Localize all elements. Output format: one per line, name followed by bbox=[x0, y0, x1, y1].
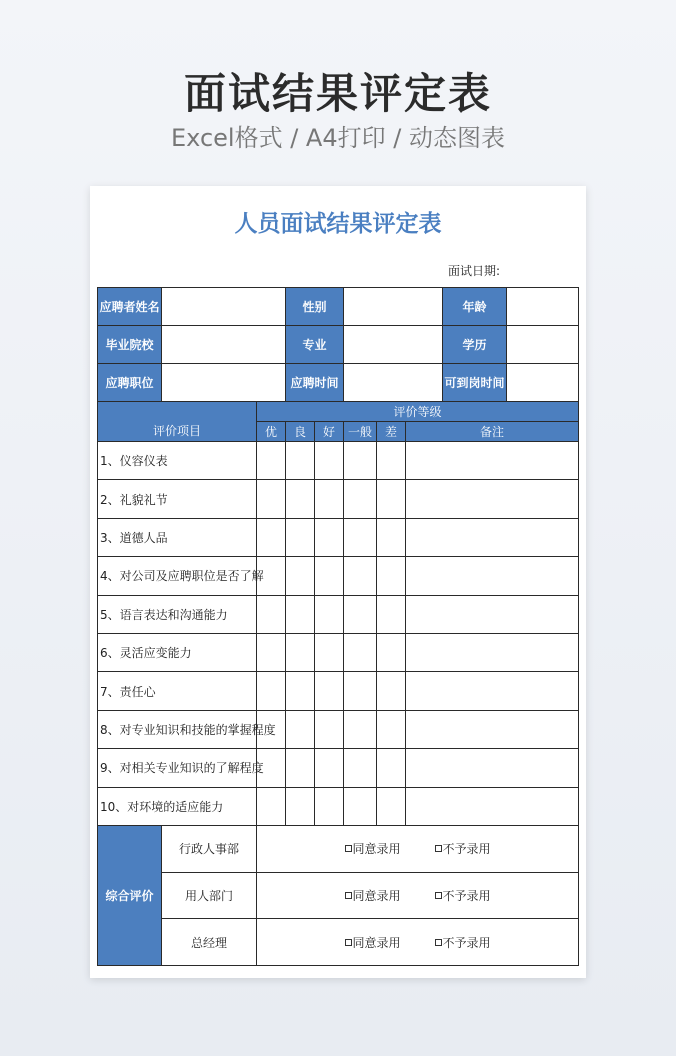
reject-label: 不予录用 bbox=[442, 888, 491, 903]
grade-cell[interactable] bbox=[315, 442, 344, 480]
checkbox-icon bbox=[345, 845, 352, 852]
grade-cell[interactable] bbox=[315, 518, 344, 556]
checkbox-icon bbox=[435, 939, 442, 946]
eval-row bbox=[98, 518, 579, 556]
grade-cell[interactable] bbox=[315, 672, 344, 710]
grade-cell[interactable] bbox=[377, 518, 406, 556]
summary-label: 综合评价 bbox=[98, 825, 162, 965]
info-label: 年龄 bbox=[443, 288, 507, 326]
grade-cell[interactable] bbox=[257, 518, 286, 556]
info-label: 学历 bbox=[443, 326, 507, 364]
grade-header: 良 bbox=[286, 422, 315, 442]
grade-cell[interactable] bbox=[344, 442, 377, 480]
agree-label: 同意录用 bbox=[352, 888, 401, 903]
info-row bbox=[98, 326, 579, 364]
summary-row bbox=[98, 825, 579, 872]
eval-item-label: 4、对公司及应聘职位是否了解 bbox=[98, 557, 257, 595]
grade-cell[interactable] bbox=[286, 557, 315, 595]
grade-cell[interactable] bbox=[286, 710, 315, 748]
eval-row bbox=[98, 442, 579, 480]
info-value-field[interactable] bbox=[344, 288, 443, 326]
info-label: 应聘时间 bbox=[286, 364, 344, 402]
eval-item-label: 6、灵活应变能力 bbox=[98, 633, 257, 671]
summary-dept: 行政人事部 bbox=[162, 825, 257, 872]
remark-cell[interactable] bbox=[406, 595, 579, 633]
grade-cell[interactable] bbox=[286, 749, 315, 787]
summary-dept: 用人部门 bbox=[162, 872, 257, 919]
grade-cell[interactable] bbox=[344, 633, 377, 671]
eval-item-label: 8、对专业知识和技能的掌握程度 bbox=[98, 710, 257, 748]
grade-header: 好 bbox=[315, 422, 344, 442]
info-value-field[interactable] bbox=[507, 364, 579, 402]
eval-row bbox=[98, 480, 579, 518]
grade-cell[interactable] bbox=[286, 442, 315, 480]
reject-checkbox[interactable] bbox=[435, 887, 491, 904]
summary-dept: 总经理 bbox=[162, 919, 257, 966]
grade-cell[interactable] bbox=[286, 672, 315, 710]
grade-cell[interactable] bbox=[377, 749, 406, 787]
form-title: 人员面试结果评定表 bbox=[234, 211, 442, 237]
grade-cell[interactable] bbox=[344, 710, 377, 748]
info-label: 性别 bbox=[286, 288, 344, 326]
banner-title: 面试结果评定表 bbox=[183, 69, 492, 118]
info-label: 专业 bbox=[286, 326, 344, 364]
eval-row bbox=[98, 710, 579, 748]
grade-header: 差 bbox=[377, 422, 406, 442]
grade-header: 一般 bbox=[344, 422, 377, 442]
remark-cell[interactable] bbox=[406, 787, 579, 825]
remark-cell[interactable] bbox=[406, 557, 579, 595]
remark-cell[interactable] bbox=[406, 518, 579, 556]
grade-cell[interactable] bbox=[377, 633, 406, 671]
info-label: 可到岗时间 bbox=[443, 364, 507, 402]
info-value-field[interactable] bbox=[344, 364, 443, 402]
grade-cell[interactable] bbox=[257, 633, 286, 671]
summary-row bbox=[98, 919, 579, 966]
grade-cell[interactable] bbox=[377, 480, 406, 518]
banner-subtitle: Excel格式 / A4打印 / 动态图表 bbox=[171, 124, 505, 152]
eval-item-label: 7、责任心 bbox=[98, 672, 257, 710]
info-value-field[interactable] bbox=[162, 288, 286, 326]
grade-cell[interactable] bbox=[315, 710, 344, 748]
grade-cell[interactable] bbox=[315, 595, 344, 633]
checkbox-icon bbox=[345, 939, 352, 946]
eval-item-label: 9、对相关专业知识的了解程度 bbox=[98, 749, 257, 787]
info-label: 毕业院校 bbox=[98, 326, 162, 364]
grade-cell[interactable] bbox=[315, 787, 344, 825]
eval-header-row bbox=[98, 402, 579, 422]
info-row bbox=[98, 288, 579, 326]
reject-checkbox[interactable] bbox=[435, 934, 491, 951]
grade-cell[interactable] bbox=[344, 672, 377, 710]
grade-cell[interactable] bbox=[315, 557, 344, 595]
grade-cell[interactable] bbox=[315, 480, 344, 518]
eval-item-label: 3、道德人品 bbox=[98, 518, 257, 556]
agree-label: 同意录用 bbox=[352, 935, 401, 950]
checkbox-icon bbox=[345, 892, 352, 899]
remark-cell[interactable] bbox=[406, 710, 579, 748]
grade-cell[interactable] bbox=[257, 442, 286, 480]
grade-cell[interactable] bbox=[286, 787, 315, 825]
eval-row bbox=[98, 557, 579, 595]
info-label: 应聘者姓名 bbox=[98, 288, 162, 326]
reject-checkbox[interactable] bbox=[435, 840, 491, 857]
form-sheet bbox=[90, 186, 586, 978]
grade-cell[interactable] bbox=[377, 595, 406, 633]
grade-cell[interactable] bbox=[377, 710, 406, 748]
grade-cell[interactable] bbox=[377, 672, 406, 710]
grade-cell[interactable] bbox=[257, 595, 286, 633]
info-row bbox=[98, 364, 579, 402]
eval-grade-header: 评价等级 bbox=[257, 402, 579, 422]
grade-cell[interactable] bbox=[344, 557, 377, 595]
summary-options bbox=[257, 872, 579, 919]
info-value-field[interactable] bbox=[162, 364, 286, 402]
checkbox-icon bbox=[435, 892, 442, 899]
grade-cell[interactable] bbox=[257, 787, 286, 825]
evaluation-table bbox=[97, 287, 579, 966]
grade-cell[interactable] bbox=[286, 518, 315, 556]
agree-label: 同意录用 bbox=[352, 842, 401, 857]
remark-cell[interactable] bbox=[406, 442, 579, 480]
grade-cell[interactable] bbox=[257, 480, 286, 518]
remark-header: 备注 bbox=[406, 422, 579, 442]
eval-item-label: 1、仪容仪表 bbox=[98, 442, 257, 480]
eval-item-label: 5、语言表达和沟通能力 bbox=[98, 595, 257, 633]
info-value-field[interactable] bbox=[344, 326, 443, 364]
eval-row bbox=[98, 633, 579, 671]
grade-cell[interactable] bbox=[315, 749, 344, 787]
info-value-field[interactable] bbox=[162, 326, 286, 364]
summary-row bbox=[98, 872, 579, 919]
reject-label: 不予录用 bbox=[442, 842, 491, 857]
checkbox-icon bbox=[435, 845, 442, 852]
agree-checkbox[interactable] bbox=[345, 887, 401, 904]
grade-cell[interactable] bbox=[377, 442, 406, 480]
grade-cell[interactable] bbox=[286, 595, 315, 633]
interview-date-label: 面试日期: bbox=[448, 264, 501, 278]
grade-cell[interactable] bbox=[344, 518, 377, 556]
grade-cell[interactable] bbox=[377, 787, 406, 825]
grade-cell[interactable] bbox=[344, 595, 377, 633]
grade-cell[interactable] bbox=[344, 480, 377, 518]
grade-cell[interactable] bbox=[286, 633, 315, 671]
grade-cell[interactable] bbox=[377, 557, 406, 595]
summary-options bbox=[257, 919, 579, 966]
info-label: 应聘职位 bbox=[98, 364, 162, 402]
grade-cell[interactable] bbox=[315, 633, 344, 671]
remark-cell[interactable] bbox=[406, 672, 579, 710]
agree-checkbox[interactable] bbox=[345, 840, 401, 857]
summary-options bbox=[257, 825, 579, 872]
eval-item-header: 评价项目 bbox=[98, 402, 257, 442]
agree-checkbox[interactable] bbox=[345, 934, 401, 951]
grade-header: 优 bbox=[257, 422, 286, 442]
remark-cell[interactable] bbox=[406, 633, 579, 671]
grade-cell[interactable] bbox=[286, 480, 315, 518]
info-value-field[interactable] bbox=[507, 326, 579, 364]
info-value-field[interactable] bbox=[507, 288, 579, 326]
grade-cell[interactable] bbox=[257, 672, 286, 710]
eval-row bbox=[98, 672, 579, 710]
eval-item-label: 2、礼貌礼节 bbox=[98, 480, 257, 518]
reject-label: 不予录用 bbox=[442, 935, 491, 950]
eval-row bbox=[98, 787, 579, 825]
grade-cell[interactable] bbox=[344, 749, 377, 787]
eval-row bbox=[98, 749, 579, 787]
remark-cell[interactable] bbox=[406, 749, 579, 787]
grade-cell[interactable] bbox=[344, 787, 377, 825]
remark-cell[interactable] bbox=[406, 480, 579, 518]
eval-item-label: 10、对环境的适应能力 bbox=[98, 787, 257, 825]
eval-row bbox=[98, 595, 579, 633]
